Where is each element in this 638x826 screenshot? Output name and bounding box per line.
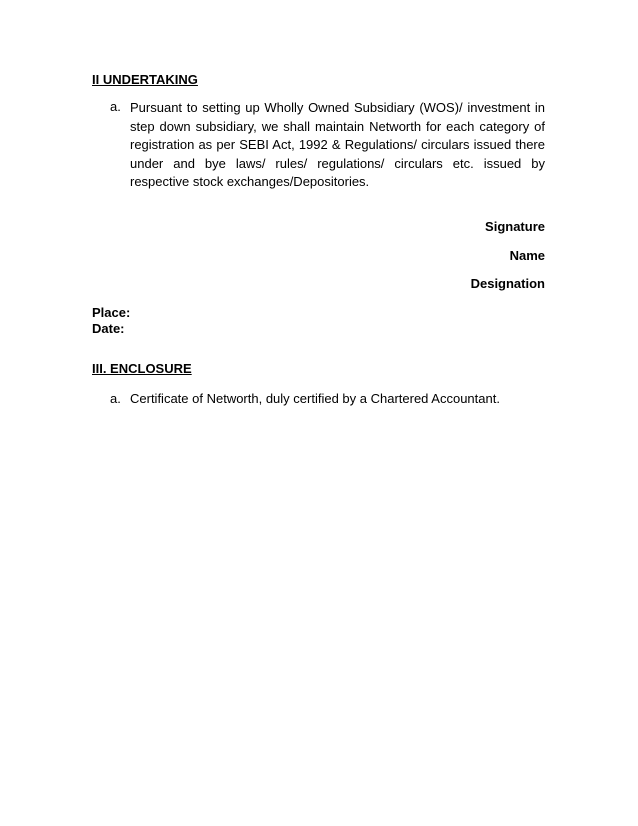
enclosure-item: Certificate of Networth, duly certified by a Chartered Accountant. bbox=[130, 391, 500, 406]
list-marker: a. bbox=[110, 99, 121, 114]
section-heading-undertaking: II UNDERTAKING bbox=[92, 72, 198, 87]
undertaking-paragraph: Pursuant to setting up Wholly Owned Subsidiary (WOS)/ investment in step down subsidiary, we shall maintain Networth for each category of registration as per SEBI Act, 1992 & Regulations/ circulars issued there under and bye laws/ rules/ regulations/ circulars etc. issued by respective stock exchanges/Depositories. bbox=[130, 100, 545, 189]
designation-label: Designation bbox=[470, 276, 545, 291]
name-label: Name bbox=[509, 248, 545, 263]
signature-label: Signature bbox=[485, 219, 545, 234]
date-label: Date: bbox=[92, 321, 125, 336]
place-label: Place: bbox=[92, 305, 131, 320]
section-heading-enclosure: III. ENCLOSURE bbox=[92, 361, 192, 376]
list-marker: a. bbox=[110, 391, 121, 406]
